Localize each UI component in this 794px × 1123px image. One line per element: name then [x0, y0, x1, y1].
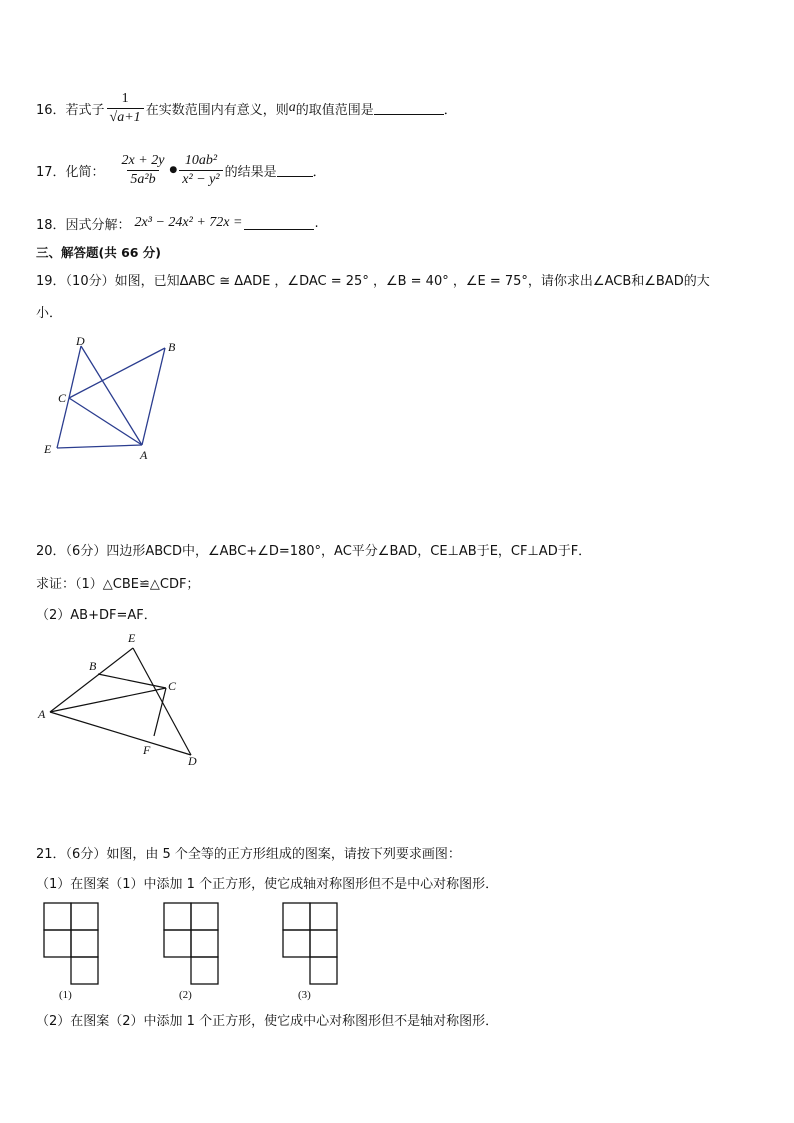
- label-E: E: [128, 631, 136, 645]
- label-D: D: [188, 754, 197, 768]
- q16-var: a: [288, 100, 296, 115]
- q17-frac2-num: 10ab²: [184, 152, 218, 168]
- edge-EA: [57, 445, 142, 448]
- square-pattern-3[interactable]: [283, 903, 337, 984]
- edge-AE: [50, 648, 133, 712]
- q21-figures: [36, 898, 356, 1006]
- label-D: D: [76, 334, 85, 348]
- q16-fraction: [107, 90, 144, 127]
- square-pattern-1[interactable]: [44, 903, 98, 984]
- q19-line2: 小．: [36, 306, 63, 321]
- q16-suffix: 的取值范围是: [295, 102, 374, 118]
- q20-line2: 求证：（1）△CBE≌△CDF；: [36, 577, 200, 592]
- edge-CF: [154, 688, 166, 736]
- edge-AD: [50, 712, 191, 755]
- label-F: F: [143, 743, 151, 757]
- square-pattern-2[interactable]: [164, 903, 218, 984]
- q16-end: ．: [443, 102, 457, 118]
- q16-answer-blank[interactable]: [374, 102, 444, 115]
- q20-line1: 20．（6分）四边形ABCD中，∠ABC+∠D=180°，AC平分∠BAD，CE⊥AB于E，CF⊥AD于F．: [36, 544, 592, 559]
- question-17: [36, 148, 326, 192]
- label-C: C: [58, 391, 67, 405]
- q17-end: ．: [312, 164, 326, 180]
- q21-line3: （2）在图案（2）中添加 1 个正方形，使它成中心对称图形但不是轴对称图形．: [36, 1014, 499, 1029]
- caption-1: (1): [59, 989, 72, 1001]
- edge-DC: [69, 346, 81, 398]
- edge-CA: [69, 398, 142, 445]
- label-E: E: [44, 442, 52, 456]
- q17-fraction-2: [179, 152, 222, 189]
- label-C: C: [168, 679, 177, 693]
- caption-2: (2): [179, 989, 192, 1001]
- label-A: A: [140, 448, 148, 462]
- q17-frac2-den: x² − y²: [179, 170, 222, 189]
- edge-DA: [81, 346, 142, 445]
- q16-frac-num: 1: [121, 90, 129, 106]
- q17-prefix: 17．化简：: [36, 164, 105, 180]
- question-18: [36, 212, 319, 234]
- edge-AC: [50, 688, 166, 712]
- q17-frac1-num: 2x + 2y: [121, 152, 165, 168]
- label-B: B: [89, 659, 97, 673]
- q21-line1: 21．（6分）如图，由 5 个全等的正方形组成的图案，请按下列要求画图：: [36, 847, 461, 862]
- edge-BC: [98, 674, 166, 688]
- q17-suffix: 的结果是: [224, 164, 277, 180]
- edge-BA: [142, 348, 165, 445]
- edge-CE: [57, 398, 69, 448]
- label-B: B: [168, 340, 176, 354]
- q17-fraction-1: [119, 152, 168, 189]
- edge-CB: [69, 348, 165, 398]
- q18-prefix: 18．因式分解：: [36, 217, 131, 233]
- caption-3: (3): [298, 989, 311, 1001]
- q20-line3: （2）AB+DF=AF．: [36, 608, 157, 623]
- q17-answer-blank[interactable]: [277, 164, 313, 177]
- q18-expression: 2x³ − 24x² + 72x =: [134, 215, 243, 230]
- q17-dot: ●: [169, 165, 178, 175]
- section-title: 三、解答题(共 66 分): [36, 245, 162, 260]
- label-A: A: [38, 707, 46, 721]
- q16-middle: 在实数范围内有意义，则: [145, 102, 289, 118]
- edge-ED: [133, 648, 191, 755]
- q16-prefix: 16．若式子: [36, 102, 105, 118]
- q19-figure: [36, 332, 196, 462]
- q17-frac1-den: 5a²b: [127, 170, 158, 189]
- q21-line2: （1）在图案（1）中添加 1 个正方形，使它成轴对称图形但不是中心对称图形．: [36, 877, 499, 892]
- q16-frac-den: √a+1: [107, 108, 144, 127]
- q20-figure: [36, 628, 216, 773]
- q18-end: .: [314, 215, 319, 231]
- q18-answer-blank[interactable]: [244, 217, 314, 230]
- q19-line1: 19．（10分）如图，已知ΔABC ≅ ΔADE ，∠DAC = 25° ，∠B = 40° ，∠E = 75°，请你求出∠ACB和∠BAD的大: [36, 274, 710, 289]
- question-16: [36, 86, 457, 130]
